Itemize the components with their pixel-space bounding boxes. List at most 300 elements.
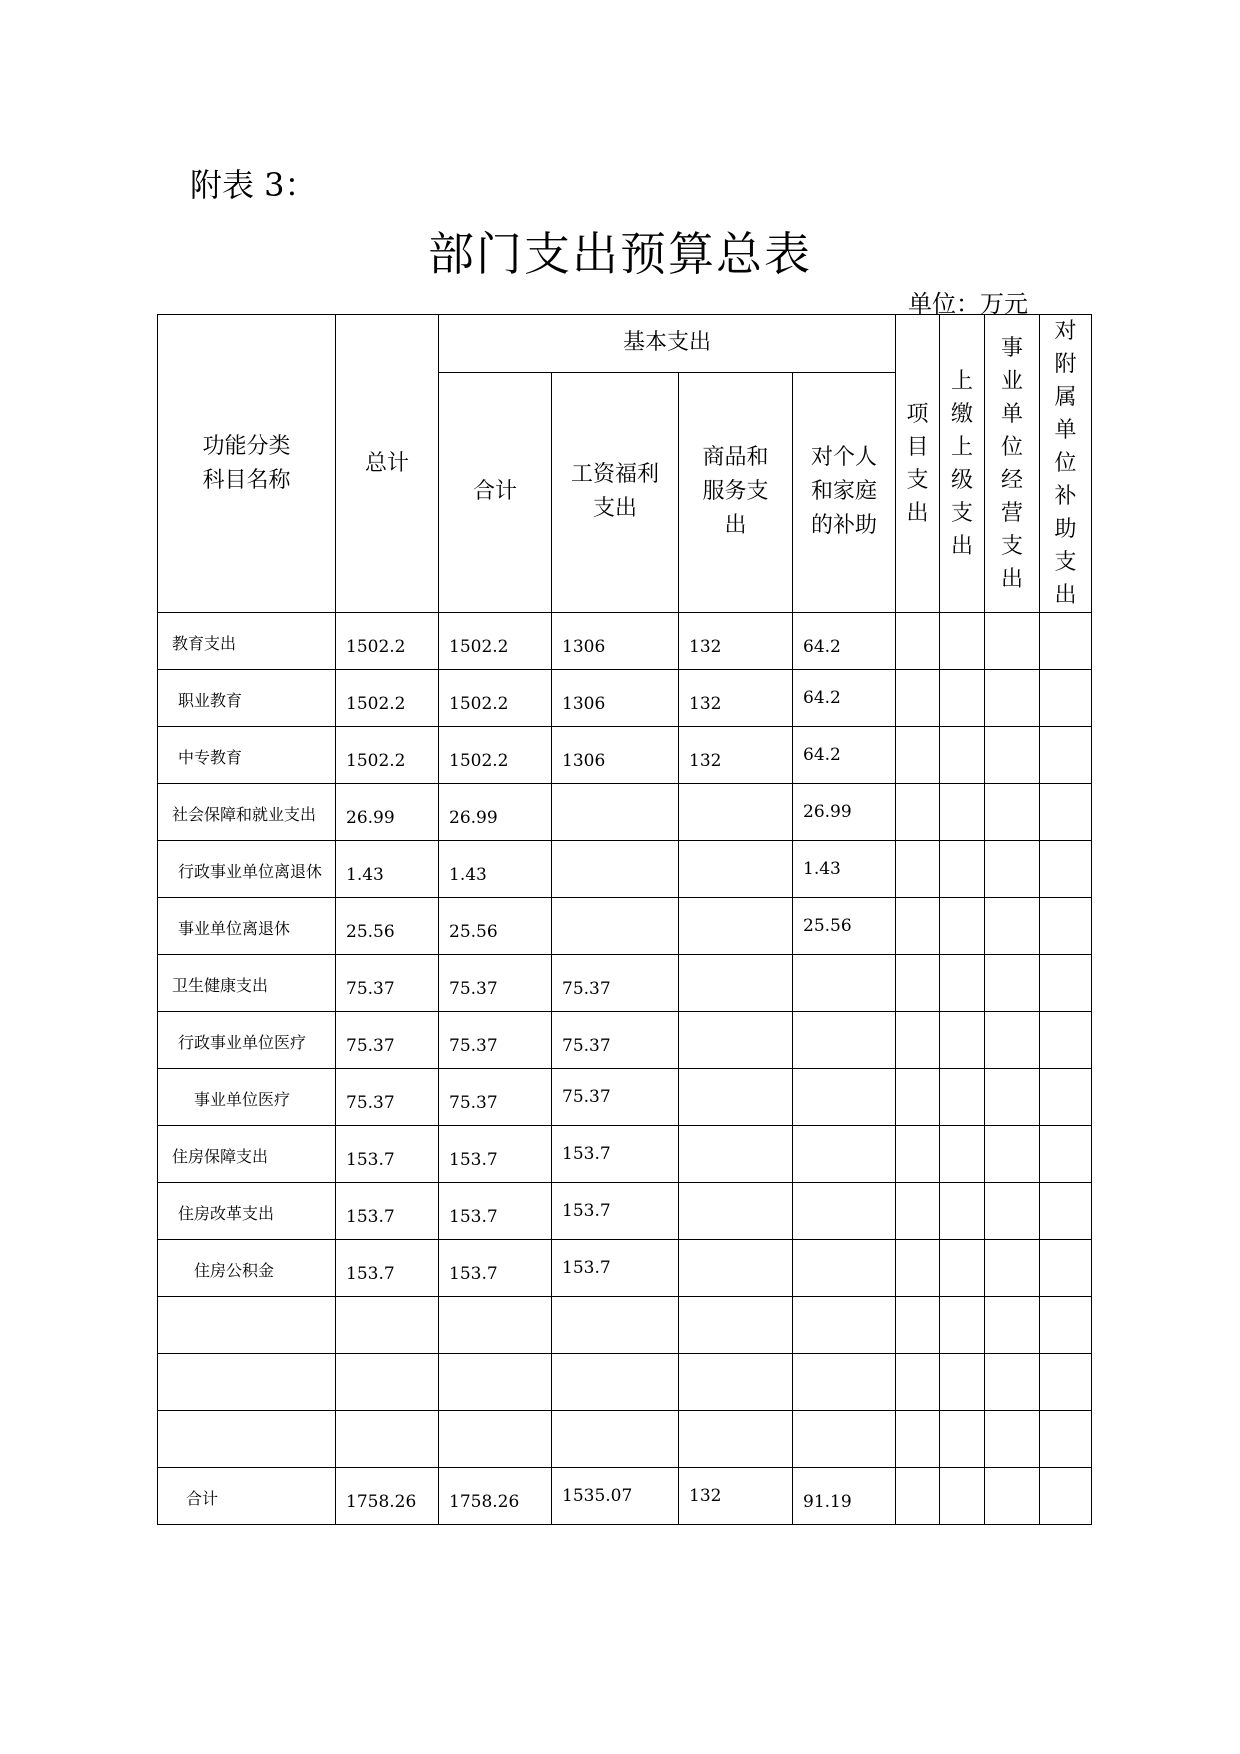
row-business-cell — [985, 1468, 1040, 1525]
row-name-cell — [158, 1240, 336, 1297]
table-row — [158, 1069, 1092, 1126]
header-salary — [552, 372, 679, 612]
row-goods: 132 — [689, 694, 722, 714]
row-salary-cell — [552, 670, 679, 727]
row-basic-sum: 75.37 — [449, 1093, 498, 1113]
row-business-cell — [985, 955, 1040, 1012]
table-row — [158, 841, 1092, 898]
header-basic: 基本支出 — [439, 315, 896, 373]
row-business-cell — [985, 1069, 1040, 1126]
header-name — [158, 315, 336, 613]
row-basic-sum: 1502.2 — [449, 694, 509, 714]
row-total-cell — [336, 955, 439, 1012]
row-affiliated-cell — [1040, 955, 1092, 1012]
row-personal-cell — [793, 1411, 896, 1468]
row-name-cell — [158, 841, 336, 898]
row-goods-cell — [679, 898, 793, 955]
row-basic-sum: 1502.2 — [449, 751, 509, 771]
row-total-cell — [336, 1468, 439, 1525]
row-name-cell — [158, 1354, 336, 1411]
row-name — [158, 1411, 335, 1429]
row-basic-sum: 1502.2 — [449, 637, 509, 657]
row-salary: 153.7 — [562, 1144, 611, 1164]
row-basic-sum-cell — [439, 670, 552, 727]
row-basic-sum-cell — [439, 841, 552, 898]
row-goods-cell — [679, 727, 793, 784]
row-total — [336, 1441, 438, 1467]
table-row — [158, 1354, 1092, 1411]
header-name-line2: 科目名称 — [202, 467, 291, 493]
header-goods-line3: 出 — [724, 513, 747, 539]
row-basic-sum-cell — [439, 1012, 552, 1069]
row-personal: 64.2 — [803, 688, 841, 708]
row-total-cell — [336, 1297, 439, 1354]
table-row — [158, 1297, 1092, 1354]
header-project-text: 项目支出 — [906, 401, 929, 526]
row-name: 住房改革支出 — [178, 1204, 275, 1223]
row-upper-cell — [940, 1240, 985, 1297]
row-project-cell — [896, 1069, 940, 1126]
row-name: 社会保障和就业支出 — [172, 805, 317, 824]
row-total-cell — [336, 613, 439, 670]
row-personal-cell — [793, 784, 896, 841]
row-name: 事业单位离退休 — [178, 919, 291, 938]
row-salary-cell — [552, 727, 679, 784]
row-project-cell — [896, 727, 940, 784]
table-header — [158, 315, 1092, 613]
row-goods — [679, 1384, 792, 1410]
row-goods — [679, 928, 792, 954]
row-total-cell — [336, 784, 439, 841]
row-basic-sum: 153.7 — [449, 1207, 498, 1227]
row-goods — [679, 1042, 792, 1068]
row-upper-cell — [940, 1354, 985, 1411]
row-salary-cell — [552, 955, 679, 1012]
table-row — [158, 898, 1092, 955]
row-personal-cell — [793, 1012, 896, 1069]
row-total: 25.56 — [346, 922, 395, 942]
header-personal-line2: 和家庭 — [811, 479, 878, 505]
row-upper-cell — [940, 1297, 985, 1354]
row-business-cell — [985, 670, 1040, 727]
row-salary — [552, 871, 678, 897]
row-goods: 132 — [689, 751, 722, 771]
row-goods-cell — [679, 613, 793, 670]
row-salary: 75.37 — [562, 979, 611, 999]
row-personal — [793, 1099, 895, 1125]
row-total-cell — [336, 841, 439, 898]
header-goods-line1: 商品和 — [702, 445, 769, 471]
page-title: 部门支出预算总表 — [428, 227, 812, 281]
row-total-cell — [336, 1012, 439, 1069]
row-business-cell — [985, 898, 1040, 955]
row-personal-cell — [793, 1069, 896, 1126]
row-goods — [679, 1441, 792, 1467]
row-name-cell — [158, 613, 336, 670]
row-personal-cell — [793, 898, 896, 955]
row-salary: 75.37 — [562, 1087, 611, 1107]
row-salary: 1306 — [562, 751, 606, 771]
row-basic-sum: 75.37 — [449, 1036, 498, 1056]
row-upper-cell — [940, 727, 985, 784]
row-total — [336, 1327, 438, 1353]
row-project-cell — [896, 898, 940, 955]
row-total: 1758.26 — [346, 1492, 417, 1512]
row-basic-sum-cell — [439, 955, 552, 1012]
row-goods-cell — [679, 1069, 793, 1126]
row-upper-cell — [940, 1012, 985, 1069]
row-personal-cell — [793, 955, 896, 1012]
row-affiliated-cell — [1040, 1069, 1092, 1126]
row-basic-sum-cell — [439, 727, 552, 784]
row-name-cell — [158, 1183, 336, 1240]
row-project-cell — [896, 613, 940, 670]
row-basic-sum: 26.99 — [449, 808, 498, 828]
row-business-cell — [985, 1354, 1040, 1411]
row-project-cell — [896, 1183, 940, 1240]
row-business-cell — [985, 1297, 1040, 1354]
row-total: 1502.2 — [346, 694, 406, 714]
row-project-cell — [896, 670, 940, 727]
row-goods: 132 — [689, 637, 722, 657]
row-salary-cell — [552, 1354, 679, 1411]
header-affiliated — [1040, 315, 1092, 613]
row-goods — [679, 1327, 792, 1353]
row-personal: 26.99 — [803, 802, 852, 822]
row-affiliated-cell — [1040, 841, 1092, 898]
row-business-cell — [985, 1012, 1040, 1069]
row-name-cell — [158, 670, 336, 727]
row-salary-cell — [552, 1411, 679, 1468]
row-name-cell — [158, 1297, 336, 1354]
table-row — [158, 727, 1092, 784]
row-total: 1502.2 — [346, 637, 406, 657]
row-project-cell — [896, 1468, 940, 1525]
row-name-cell — [158, 727, 336, 784]
row-business-cell — [985, 1126, 1040, 1183]
table-row — [158, 1411, 1092, 1468]
row-goods — [679, 1270, 792, 1296]
row-personal-cell — [793, 1183, 896, 1240]
row-personal-cell — [793, 1354, 896, 1411]
header-personal-line3: 的补助 — [811, 513, 878, 539]
row-total: 75.37 — [346, 979, 395, 999]
row-total-cell — [336, 1354, 439, 1411]
row-goods-cell — [679, 955, 793, 1012]
row-affiliated-cell — [1040, 784, 1092, 841]
row-personal — [793, 985, 895, 1011]
row-upper-cell — [940, 1069, 985, 1126]
row-affiliated-cell — [1040, 1411, 1092, 1468]
row-name-cell — [158, 1468, 336, 1525]
row-project-cell — [896, 1297, 940, 1354]
row-project-cell — [896, 1354, 940, 1411]
row-name: 行政事业单位离退休 — [178, 862, 323, 881]
row-affiliated-cell — [1040, 1183, 1092, 1240]
header-upper — [940, 315, 985, 613]
row-goods-cell — [679, 1240, 793, 1297]
row-upper-cell — [940, 670, 985, 727]
row-business-cell — [985, 727, 1040, 784]
row-upper-cell — [940, 613, 985, 670]
row-total: 153.7 — [346, 1150, 395, 1170]
row-basic-sum-cell — [439, 1240, 552, 1297]
table-row — [158, 1468, 1092, 1525]
row-goods-cell — [679, 1354, 793, 1411]
table-body — [158, 613, 1092, 1525]
row-salary-cell — [552, 613, 679, 670]
row-goods — [679, 1099, 792, 1125]
row-total — [336, 1384, 438, 1410]
row-basic-sum: 153.7 — [449, 1264, 498, 1284]
table-row — [158, 1126, 1092, 1183]
row-name-cell — [158, 1012, 336, 1069]
row-salary: 153.7 — [562, 1258, 611, 1278]
row-name — [158, 1354, 335, 1372]
table-row — [158, 955, 1092, 1012]
row-project-cell — [896, 955, 940, 1012]
row-basic-sum — [439, 1384, 551, 1410]
row-affiliated-cell — [1040, 1012, 1092, 1069]
row-salary — [552, 1384, 678, 1410]
row-salary — [552, 928, 678, 954]
row-salary: 1535.07 — [562, 1486, 633, 1506]
row-basic-sum-cell — [439, 1354, 552, 1411]
row-total-cell — [336, 727, 439, 784]
row-affiliated-cell — [1040, 1240, 1092, 1297]
row-basic-sum-cell — [439, 784, 552, 841]
row-personal-cell — [793, 613, 896, 670]
row-salary-cell — [552, 784, 679, 841]
row-name: 行政事业单位医疗 — [178, 1033, 307, 1052]
row-salary: 75.37 — [562, 1036, 611, 1056]
row-business-cell — [985, 1183, 1040, 1240]
row-salary: 1306 — [562, 694, 606, 714]
row-affiliated-cell — [1040, 1468, 1092, 1525]
row-basic-sum — [439, 1441, 551, 1467]
row-business-cell — [985, 784, 1040, 841]
row-goods-cell — [679, 1012, 793, 1069]
row-name-cell — [158, 784, 336, 841]
header-business-text: 事业单位经营支出 — [1001, 335, 1024, 592]
row-affiliated-cell — [1040, 670, 1092, 727]
row-goods — [679, 814, 792, 840]
row-project-cell — [896, 841, 940, 898]
row-salary-cell — [552, 1297, 679, 1354]
header-goods-line2: 服务支 — [702, 479, 769, 505]
row-total-cell — [336, 1069, 439, 1126]
row-personal — [793, 1156, 895, 1182]
row-total-cell — [336, 1183, 439, 1240]
table-row — [158, 1240, 1092, 1297]
row-goods-cell — [679, 670, 793, 727]
row-affiliated-cell — [1040, 898, 1092, 955]
row-name-cell — [158, 898, 336, 955]
row-personal — [793, 1042, 895, 1068]
row-upper-cell — [940, 1126, 985, 1183]
row-total-cell — [336, 1240, 439, 1297]
row-upper-cell — [940, 841, 985, 898]
row-goods-cell — [679, 1126, 793, 1183]
row-salary — [552, 1327, 678, 1353]
row-business-cell — [985, 1240, 1040, 1297]
row-business-cell — [985, 841, 1040, 898]
row-name-cell — [158, 1411, 336, 1468]
row-personal: 91.19 — [803, 1492, 852, 1512]
row-upper-cell — [940, 898, 985, 955]
row-name: 职业教育 — [178, 691, 243, 710]
row-basic-sum-cell — [439, 613, 552, 670]
row-salary-cell — [552, 1240, 679, 1297]
row-personal-cell — [793, 1297, 896, 1354]
row-name: 卫生健康支出 — [172, 976, 269, 995]
row-project-cell — [896, 1411, 940, 1468]
row-personal: 25.56 — [803, 916, 852, 936]
row-goods-cell — [679, 784, 793, 841]
row-upper-cell — [940, 1411, 985, 1468]
row-salary: 153.7 — [562, 1201, 611, 1221]
row-salary-cell — [552, 1126, 679, 1183]
row-total: 1.43 — [346, 865, 384, 885]
row-upper-cell — [940, 784, 985, 841]
row-goods — [679, 1156, 792, 1182]
header-salary-line2: 支出 — [592, 496, 637, 522]
row-goods — [679, 985, 792, 1011]
header-upper-text: 上缴上级支出 — [951, 368, 974, 559]
row-affiliated-cell — [1040, 727, 1092, 784]
row-basic-sum-cell — [439, 898, 552, 955]
row-basic-sum-cell — [439, 1069, 552, 1126]
row-personal-cell — [793, 1240, 896, 1297]
row-salary-cell — [552, 1468, 679, 1525]
row-project-cell — [896, 1012, 940, 1069]
row-basic-sum — [439, 1327, 551, 1353]
row-basic-sum-cell — [439, 1468, 552, 1525]
row-personal-cell — [793, 1126, 896, 1183]
header-project — [896, 315, 940, 613]
row-personal: 1.43 — [803, 859, 841, 879]
row-project-cell — [896, 784, 940, 841]
row-project-cell — [896, 1126, 940, 1183]
row-salary-cell — [552, 841, 679, 898]
header-personal — [793, 372, 896, 612]
row-total: 75.37 — [346, 1036, 395, 1056]
header-name-line1: 功能分类 — [202, 433, 291, 459]
annex-label: 附表 3： — [190, 166, 317, 204]
row-personal — [793, 1384, 895, 1410]
row-basic-sum-cell — [439, 1297, 552, 1354]
table-row — [158, 1183, 1092, 1240]
row-basic-sum: 1758.26 — [449, 1492, 520, 1512]
row-upper-cell — [940, 955, 985, 1012]
row-name-cell — [158, 955, 336, 1012]
table-row — [158, 784, 1092, 841]
row-total-cell — [336, 898, 439, 955]
row-business-cell — [985, 613, 1040, 670]
row-goods: 132 — [689, 1486, 722, 1506]
row-goods — [679, 1213, 792, 1239]
row-salary-cell — [552, 898, 679, 955]
row-affiliated-cell — [1040, 613, 1092, 670]
row-upper-cell — [940, 1183, 985, 1240]
table-row — [158, 613, 1092, 670]
row-basic-sum: 25.56 — [449, 922, 498, 942]
row-business-cell — [985, 1411, 1040, 1468]
row-affiliated-cell — [1040, 1126, 1092, 1183]
row-salary-cell — [552, 1183, 679, 1240]
row-basic-sum-cell — [439, 1126, 552, 1183]
row-salary-cell — [552, 1069, 679, 1126]
row-salary — [552, 1441, 678, 1467]
row-total: 153.7 — [346, 1264, 395, 1284]
row-basic-sum: 153.7 — [449, 1150, 498, 1170]
row-personal — [793, 1327, 895, 1353]
row-salary: 1306 — [562, 637, 606, 657]
row-personal-cell — [793, 727, 896, 784]
row-basic-sum-cell — [439, 1183, 552, 1240]
budget-table — [157, 314, 1092, 1525]
row-personal — [793, 1441, 895, 1467]
row-upper-cell — [940, 1468, 985, 1525]
row-total-cell — [336, 1411, 439, 1468]
row-personal — [793, 1213, 895, 1239]
row-salary-cell — [552, 1012, 679, 1069]
row-name: 中专教育 — [178, 748, 243, 767]
row-goods-cell — [679, 1411, 793, 1468]
header-salary-line1: 工资福利 — [570, 462, 659, 488]
row-basic-sum: 1.43 — [449, 865, 487, 885]
row-total: 1502.2 — [346, 751, 406, 771]
row-goods-cell — [679, 1468, 793, 1525]
row-name-cell — [158, 1069, 336, 1126]
row-goods-cell — [679, 1297, 793, 1354]
row-basic-sum: 75.37 — [449, 979, 498, 999]
row-total: 75.37 — [346, 1093, 395, 1113]
row-name — [158, 1297, 335, 1315]
header-goods — [679, 372, 793, 612]
row-total: 153.7 — [346, 1207, 395, 1227]
row-goods-cell — [679, 841, 793, 898]
row-goods — [679, 871, 792, 897]
unit-label: 单位：万元 — [908, 290, 1028, 318]
row-name: 住房公积金 — [194, 1261, 275, 1280]
row-name-cell — [158, 1126, 336, 1183]
row-basic-sum-cell — [439, 1411, 552, 1468]
table-row — [158, 670, 1092, 727]
header-basic-sum: 合计 — [439, 372, 552, 612]
header-personal-line1: 对个人 — [811, 445, 878, 471]
row-name: 事业单位医疗 — [194, 1090, 291, 1109]
row-personal: 64.2 — [803, 745, 841, 765]
row-total-cell — [336, 670, 439, 727]
row-affiliated-cell — [1040, 1354, 1092, 1411]
header-business — [985, 315, 1040, 613]
row-name: 合计 — [186, 1489, 219, 1508]
header-total: 总计 — [336, 315, 439, 613]
row-total: 26.99 — [346, 808, 395, 828]
row-total-cell — [336, 1126, 439, 1183]
row-personal-cell — [793, 1468, 896, 1525]
row-salary — [552, 814, 678, 840]
row-personal-cell — [793, 841, 896, 898]
row-personal: 64.2 — [803, 637, 841, 657]
table-row — [158, 1012, 1092, 1069]
row-personal-cell — [793, 670, 896, 727]
row-name: 住房保障支出 — [172, 1147, 269, 1166]
row-name: 教育支出 — [172, 634, 237, 653]
row-goods-cell — [679, 1183, 793, 1240]
row-personal — [793, 1270, 895, 1296]
